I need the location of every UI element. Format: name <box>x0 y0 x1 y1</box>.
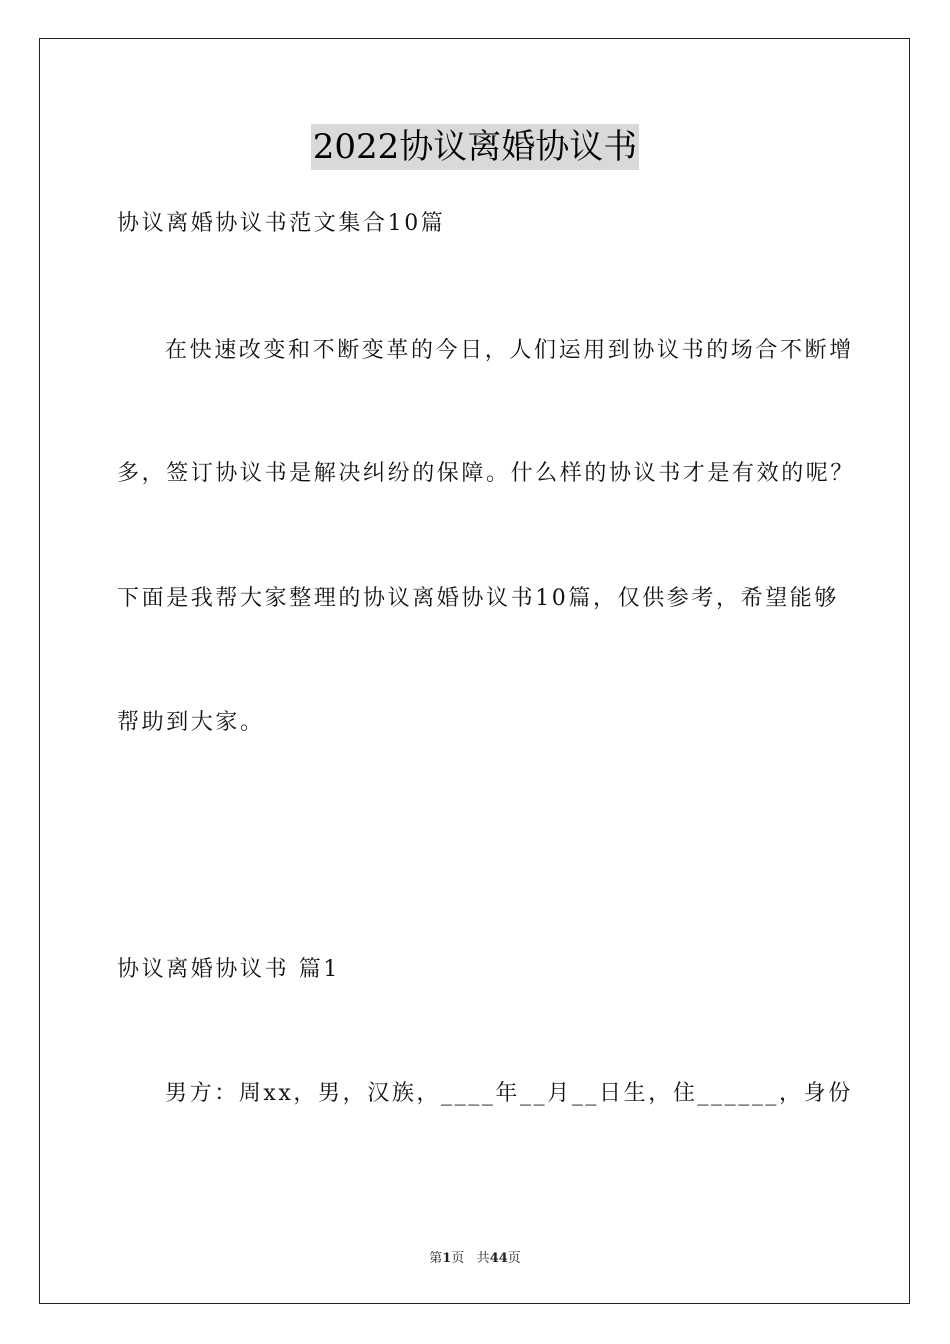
intro-line-2: 多，签订协议书是解决纠纷的保障。什么样的协议书才是有效的呢？ <box>117 461 856 486</box>
intro-line-4: 帮助到大家。 <box>117 710 265 735</box>
total-prefix: 共 <box>476 1251 490 1266</box>
intro-line-1: 在快速改变和不断变革的今日，人们运用到协议书的场合不断增 <box>165 338 854 363</box>
page-suffix: 页 <box>451 1251 465 1266</box>
total-pages: 44 <box>489 1251 508 1266</box>
section-first-line: 男方：周xx，男，汉族，____年__月__日生，住______，身份 <box>165 1081 853 1106</box>
title-container <box>0 124 950 170</box>
page-prefix: 第 <box>429 1251 443 1266</box>
document-subtitle: 协议离婚协议书范文集合10篇 <box>117 211 446 236</box>
page-footer <box>0 1247 950 1266</box>
intro-line-3: 下面是我帮大家整理的协议离婚协议书10篇，仅供参考，希望能够 <box>117 586 839 611</box>
total-suffix: 页 <box>507 1251 521 1266</box>
section-heading: 协议离婚协议书 篇1 <box>117 957 340 982</box>
document-title: 2022协议离婚协议书 <box>311 124 640 170</box>
page-number: 1 <box>442 1251 452 1266</box>
